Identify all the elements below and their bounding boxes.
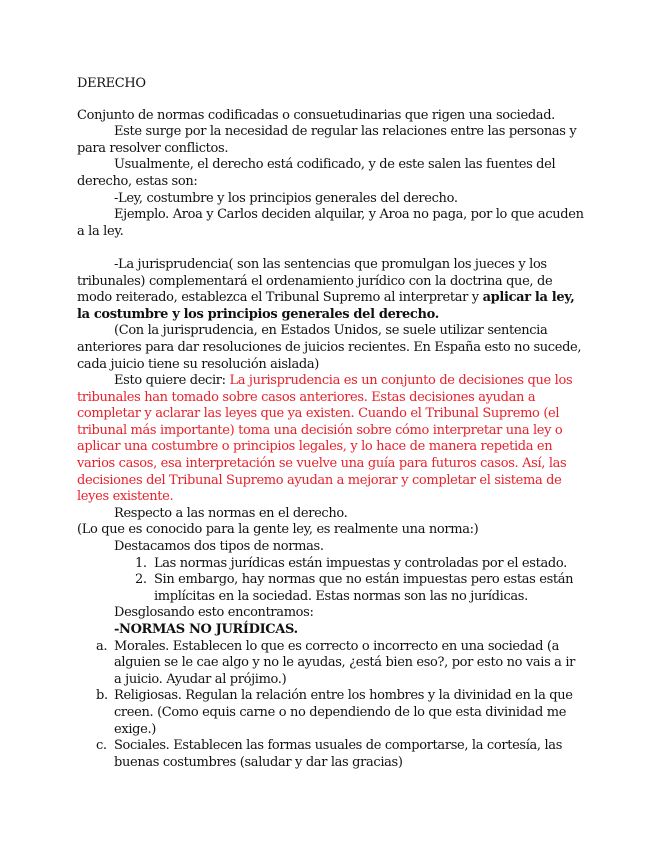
paragraph-origin: Este surge por la necesidad de regular las relaciones entre las personas y para resolver conflictos. [77, 124, 577, 156]
list-marker: b. [96, 688, 108, 704]
paragraph-breakdown: Desglosando esto encontramos: [114, 605, 314, 621]
list-marker: a. [96, 638, 108, 654]
paragraph-example: Ejemplo. Aroa y Carlos deciden alquilar, y Aroa no paga, por lo que acuden a la ley. [77, 207, 584, 239]
blank-line [77, 240, 585, 257]
explanation-highlight: La jurisprudencia es un conjunto de decisiones que los tribunales han tomado sobre casos anteriores. Estas decisiones ayudan a completar y aclarar las leyes que ya existen. Cuando el Tribunal Supremo (el tribunal más importante) toma una decisión sobre cómo interpretar una ley o aplicar una costumbre o principios legales, y lo hace de manera repetida en varios casos, esa interpretación se vuelve una guía para futuros casos. Así, las decisiones del Tribunal Supremo ayudan a mejorar y completar el sistema de leyes existente. [77, 373, 573, 505]
list-item-text: Sociales. Establecen las formas usuales de comportarse, la cortesía, las buenas costumbres (saludar y dar las gracias) [114, 738, 563, 770]
list-marker: 1. [135, 555, 147, 571]
list-item [135, 572, 585, 605]
lettered-list [77, 639, 585, 772]
list-marker: 2. [135, 572, 147, 588]
list-item [96, 638, 585, 689]
list-item [96, 738, 585, 771]
paragraph-definition: Conjunto de normas codificadas o consuetudinarias que rigen una sociedad. [77, 107, 555, 123]
jurisprudence-bold: aplicar la ley, la costumbre y los principios generales del derecho [77, 290, 575, 322]
list-item-text: Las normas jurídicas están impuestas y controladas por el estado. [154, 555, 567, 571]
explanation-lead: Esto quiere decir: [114, 373, 230, 389]
list-item-text: Morales. Establecen lo que es correcto o incorrecto en una sociedad (a alguien se le cae algo y no le ayudas, ¿está bien eso?, por esto no vais a ir a juicio. Ayudar al prójimo.) [114, 638, 576, 687]
paragraph-explanation [77, 373, 585, 506]
paragraph-jurisprudence [77, 257, 585, 323]
jurisprudence-end: . [434, 306, 439, 322]
jurisprudence-text: -La jurisprudencia( son las sentencias que promulgan los jueces y los tribunales) complementará el ordenamiento jurídico con la doctrina que, de modo reiterado, establezca el Tribunal Supremo al interpretar y [77, 256, 553, 306]
numbered-list [77, 556, 585, 606]
paragraph-norm-types: Destacamos dos tipos de normas. [114, 539, 324, 555]
list-item [135, 555, 585, 573]
list-item [96, 688, 585, 738]
paragraph-law-note: (Lo que es conocido para la gente ley, es realmente una norma:) [77, 522, 479, 538]
list-marker: c. [96, 738, 107, 754]
paragraph-norms-intro: Respecto a las normas en el derecho. [114, 505, 348, 521]
paragraph-sources-intro: Usualmente, el derecho está codificado, y de este salen las fuentes del derecho, estas son: [77, 157, 556, 189]
heading-text: -NORMAS NO JURÍDICAS. [114, 622, 298, 637]
list-item-text: Sin embargo, hay normas que no están impuestas pero estas están implícitas en la sociedad. Estas normas son las no jurídicas. [154, 572, 574, 604]
heading-non-legal-norms [77, 622, 585, 639]
list-item-text: Religiosas. Regulan la relación entre los hombres y la divinidad en la que creen. (Como equis carne o no dependiendo de lo que esta divinidad me exige.) [114, 688, 573, 737]
paragraph-sources-list: -Ley, costumbre y los principios generales del derecho. [114, 190, 458, 206]
paragraph-usa-note: (Con la jurisprudencia, en Estados Unidos, se suele utilizar sentencia anteriores para dar resoluciones de juicios recientes. En España esto no sucede, cada juicio tiene su resolución aislada) [77, 323, 582, 372]
document-title: DERECHO [77, 76, 146, 91]
